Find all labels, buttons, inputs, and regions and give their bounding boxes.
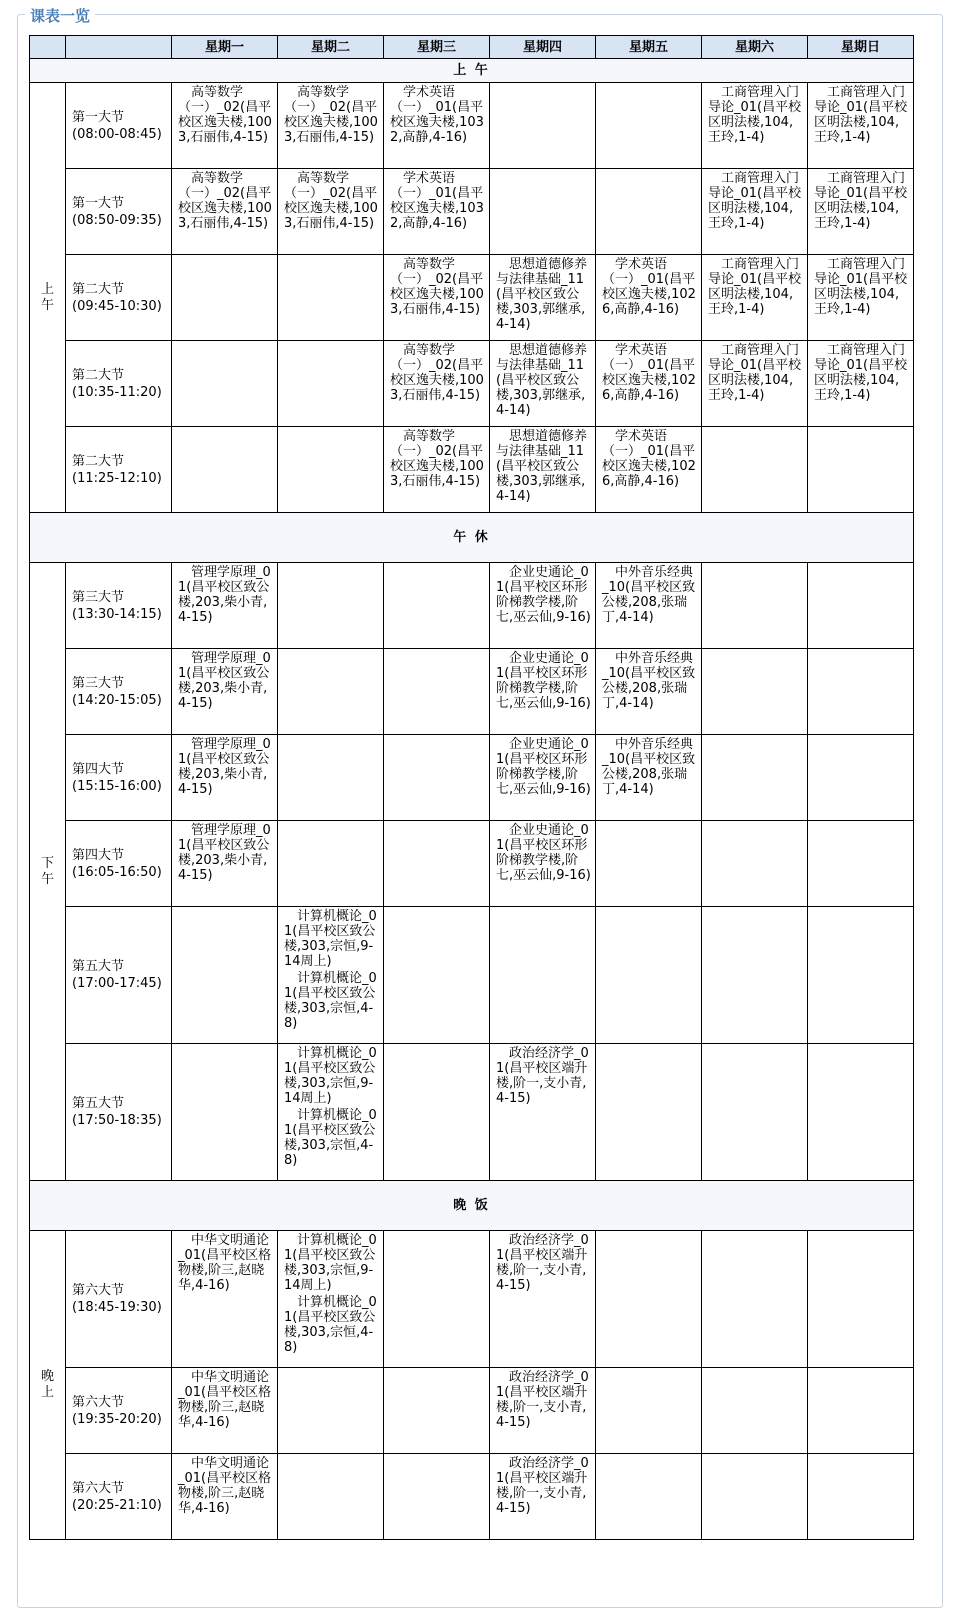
schedule-cell (808, 1044, 914, 1181)
schedule-cell (702, 1044, 808, 1181)
period-row (30, 1454, 914, 1540)
period-label (66, 341, 172, 427)
course-entry[interactable]: 学术英语（一）_01(昌平校区逸夫楼,1026,高静,4-16) (602, 429, 696, 489)
schedule-cell (596, 1454, 702, 1540)
period-name: 第二大节 (72, 281, 125, 297)
course-entry[interactable]: 政治经济学_01(昌平校区端升楼,阶一,支小青,4-15) (496, 1046, 589, 1106)
course-entry[interactable]: 计算机概论_01(昌平校区致公楼,303,宗恒,4-8) (284, 1108, 377, 1168)
course-entry[interactable]: 中外音乐经典_10(昌平校区致公楼,208,张瑞丁,4-14) (602, 565, 696, 625)
course-entry[interactable]: 学术英语（一）_01(昌平校区逸夫楼,1026,高静,4-16) (602, 257, 696, 317)
period-time: (16:05-16:50) (72, 864, 162, 880)
period-row (30, 83, 914, 169)
course-entry[interactable]: 工商管理入门导论_01(昌平校区明法楼,104,王玲,1-4) (814, 257, 908, 317)
schedule-cell (490, 821, 596, 907)
schedule-cell (172, 427, 278, 513)
course-entry[interactable]: 高等数学（一）_02(昌平校区逸夫楼,1003,石丽伟,4-15) (178, 85, 272, 145)
day-header: 星期四 (490, 36, 596, 59)
course-entry[interactable]: 思想道德修养与法律基础_11(昌平校区致公楼,303,郭继承,4-14) (496, 343, 588, 418)
day-header: 星期二 (278, 36, 384, 59)
schedule-cell (702, 255, 808, 341)
schedule-cell (490, 341, 596, 427)
schedule-cell (172, 907, 278, 1044)
schedule-cell (808, 169, 914, 255)
period-name: 第二大节 (72, 367, 125, 383)
period-name: 第四大节 (72, 761, 125, 777)
schedule-cell (384, 821, 490, 907)
period-label (66, 735, 172, 821)
course-entry[interactable]: 企业史通论_01(昌平校区环形阶梯教学楼,阶七,巫云仙,9-16) (496, 737, 591, 797)
schedule-cell (596, 169, 702, 255)
period-time: (20:25-21:10) (72, 1497, 162, 1513)
break-label: 午 休 (30, 513, 914, 563)
schedule-cell (702, 821, 808, 907)
course-entry[interactable]: 计算机概论_01(昌平校区致公楼,303,宗恒,9-14周上) (284, 1233, 377, 1293)
schedule-cell (278, 649, 384, 735)
day-header: 星期六 (702, 36, 808, 59)
schedule-cell (702, 649, 808, 735)
day-part-text: 下午 (40, 855, 54, 887)
day-header: 星期日 (808, 36, 914, 59)
schedule-cell (596, 341, 702, 427)
period-name: 第六大节 (72, 1480, 125, 1496)
period-time: (08:00-08:45) (72, 126, 162, 142)
course-entry[interactable]: 管理学原理_01(昌平校区致公楼,203,柴小青,4-15) (178, 737, 271, 797)
period-name: 第六大节 (72, 1283, 125, 1298)
period-time: (19:35-20:20) (72, 1411, 162, 1427)
schedule-cell (808, 83, 914, 169)
day-part-label (30, 563, 66, 1181)
header-row (30, 36, 914, 59)
schedule-cell (490, 1231, 596, 1368)
schedule-cell (278, 169, 384, 255)
course-entry[interactable]: 计算机概论_01(昌平校区致公楼,303,宗恒,4-8) (284, 971, 377, 1031)
period-name: 第五大节 (72, 1096, 125, 1111)
period-name: 第三大节 (72, 675, 125, 691)
schedule-cell (808, 255, 914, 341)
period-label (66, 907, 172, 1044)
schedule-cell (384, 1368, 490, 1454)
schedule-cell (278, 341, 384, 427)
period-time: (11:25-12:10) (72, 470, 162, 486)
schedule-cell (384, 255, 490, 341)
schedule-cell (702, 1368, 808, 1454)
period-row (30, 907, 914, 1044)
schedule-cell (172, 821, 278, 907)
schedule-cell (702, 427, 808, 513)
course-entry[interactable]: 管理学原理_01(昌平校区致公楼,203,柴小青,4-15) (178, 651, 271, 711)
period-row (30, 563, 914, 649)
schedule-cell (808, 907, 914, 1044)
course-entry[interactable]: 工商管理入门导论_01(昌平校区明法楼,104,王玲,1-4) (814, 171, 908, 231)
course-entry[interactable]: 工商管理入门导论_01(昌平校区明法楼,104,王玲,1-4) (708, 171, 802, 231)
break-row (30, 59, 914, 83)
schedule-cell (384, 735, 490, 821)
period-label (66, 1044, 172, 1181)
schedule-cell (490, 735, 596, 821)
schedule-cell (596, 1368, 702, 1454)
schedule-cell (702, 735, 808, 821)
course-entry[interactable]: 工商管理入门导论_01(昌平校区明法楼,104,王玲,1-4) (708, 85, 802, 145)
period-time: (09:45-10:30) (72, 298, 162, 314)
period-row (30, 427, 914, 513)
period-label (66, 1454, 172, 1540)
schedule-cell (702, 907, 808, 1044)
period-label (66, 169, 172, 255)
schedule-cell (278, 427, 384, 513)
schedule-cell (172, 563, 278, 649)
period-time: (08:50-09:35) (72, 212, 162, 228)
schedule-cell (278, 1044, 384, 1181)
period-label (66, 649, 172, 735)
period-time: (13:30-14:15) (72, 606, 162, 622)
course-entry[interactable]: 中华文明通论_01(昌平校区格物楼,阶三,赵晓华,4-16) (178, 1233, 272, 1293)
schedule-cell (278, 1231, 384, 1368)
schedule-cell (596, 255, 702, 341)
course-entry[interactable]: 中华文明通论_01(昌平校区格物楼,阶三,赵晓华,4-16) (178, 1456, 272, 1516)
period-row (30, 821, 914, 907)
course-entry[interactable]: 中外音乐经典_10(昌平校区致公楼,208,张瑞丁,4-14) (602, 737, 696, 797)
schedule-cell (702, 1231, 808, 1368)
period-time: (17:00-17:45) (72, 976, 162, 991)
period-time: (17:50-18:35) (72, 1113, 162, 1128)
schedule-cell (384, 83, 490, 169)
break-label: 晚 饭 (30, 1181, 914, 1231)
schedule-cell (490, 1454, 596, 1540)
break-row (30, 1181, 914, 1231)
schedule-cell (596, 427, 702, 513)
break-label: 上 午 (30, 59, 914, 83)
period-label (66, 83, 172, 169)
schedule-cell (702, 1454, 808, 1540)
course-entry[interactable]: 高等数学（一）_02(昌平校区逸夫楼,1003,石丽伟,4-15) (284, 85, 378, 145)
schedule-cell (384, 341, 490, 427)
period-row (30, 1044, 914, 1181)
schedule-cell (808, 341, 914, 427)
schedule-cell (278, 83, 384, 169)
schedule-cell (702, 341, 808, 427)
course-entry[interactable]: 企业史通论_01(昌平校区环形阶梯教学楼,阶七,巫云仙,9-16) (496, 823, 591, 883)
schedule-cell (596, 907, 702, 1044)
schedule-cell (172, 341, 278, 427)
schedule-cell (596, 1231, 702, 1368)
schedule-cell (808, 649, 914, 735)
day-part-text: 上午 (40, 281, 54, 313)
course-entry[interactable]: 学术英语（一）_01(昌平校区逸夫楼,1032,高静,4-16) (390, 171, 484, 231)
schedule-cell (490, 427, 596, 513)
period-name: 第六大节 (72, 1394, 125, 1410)
period-row (30, 1231, 914, 1368)
schedule-cell (490, 649, 596, 735)
period-name: 第二大节 (72, 453, 125, 469)
course-entry[interactable]: 工商管理入门导论_01(昌平校区明法楼,104,王玲,1-4) (814, 85, 908, 145)
period-name: 第一大节 (72, 195, 125, 211)
course-entry[interactable]: 企业史通论_01(昌平校区环形阶梯教学楼,阶七,巫云仙,9-16) (496, 565, 591, 625)
day-header: 星期一 (172, 36, 278, 59)
period-name: 第三大节 (72, 589, 125, 605)
schedule-cell (384, 907, 490, 1044)
period-row (30, 1368, 914, 1454)
schedule-cell (490, 255, 596, 341)
course-entry[interactable]: 工商管理入门导论_01(昌平校区明法楼,104,王玲,1-4) (708, 257, 802, 317)
schedule-cell (596, 735, 702, 821)
schedule-cell (172, 1454, 278, 1540)
period-time: (10:35-11:20) (72, 384, 162, 400)
schedule-cell (384, 1044, 490, 1181)
period-label (66, 1231, 172, 1368)
day-part-text: 晚上 (40, 1369, 54, 1400)
schedule-cell (384, 1231, 490, 1368)
panel-title: 课表一览 (25, 6, 95, 26)
course-entry[interactable]: 思想道德修养与法律基础_11(昌平校区致公楼,303,郭继承,4-14) (496, 257, 588, 332)
schedule-cell (808, 1454, 914, 1540)
period-label (66, 563, 172, 649)
period-row (30, 735, 914, 821)
schedule-cell (278, 821, 384, 907)
schedule-cell (278, 1368, 384, 1454)
schedule-cell (172, 255, 278, 341)
period-row (30, 169, 914, 255)
schedule-cell (702, 563, 808, 649)
schedule-cell (172, 649, 278, 735)
schedule-cell (808, 563, 914, 649)
schedule-cell (172, 1231, 278, 1368)
course-entry[interactable]: 管理学原理_01(昌平校区致公楼,203,柴小青,4-15) (178, 823, 271, 883)
period-name: 第四大节 (72, 847, 125, 863)
schedule-cell (278, 735, 384, 821)
period-time: (15:15-16:00) (72, 778, 162, 794)
schedule-cell (596, 1044, 702, 1181)
header-corner-slot (66, 36, 172, 59)
course-entry[interactable]: 工商管理入门导论_01(昌平校区明法楼,104,王玲,1-4) (708, 343, 802, 403)
course-entry[interactable]: 高等数学（一）_02(昌平校区逸夫楼,1003,石丽伟,4-15) (178, 171, 272, 231)
schedule-cell (596, 649, 702, 735)
period-name: 第一大节 (72, 109, 125, 125)
schedule-cell (702, 169, 808, 255)
schedule-cell (596, 563, 702, 649)
schedule-cell (490, 169, 596, 255)
schedule-cell (808, 821, 914, 907)
course-entry[interactable]: 政治经济学_01(昌平校区端升楼,阶一,支小青,4-15) (496, 1233, 589, 1293)
course-entry[interactable]: 政治经济学_01(昌平校区端升楼,阶一,支小青,4-15) (496, 1370, 589, 1430)
course-entry[interactable]: 高等数学（一）_02(昌平校区逸夫楼,1003,石丽伟,4-15) (390, 429, 484, 489)
schedule-cell (172, 169, 278, 255)
schedule-cell (490, 1044, 596, 1181)
course-entry[interactable]: 中外音乐经典_10(昌平校区致公楼,208,张瑞丁,4-14) (602, 651, 696, 711)
schedule-cell (596, 821, 702, 907)
timetable (29, 35, 914, 1540)
schedule-cell (384, 649, 490, 735)
schedule-cell (384, 563, 490, 649)
period-time: (18:45-19:30) (72, 1300, 162, 1315)
course-entry[interactable]: 工商管理入门导论_01(昌平校区明法楼,104,王玲,1-4) (814, 343, 908, 403)
period-name: 第五大节 (72, 959, 125, 974)
schedule-cell (808, 427, 914, 513)
schedule-cell (702, 83, 808, 169)
schedule-cell (490, 907, 596, 1044)
schedule-cell (490, 1368, 596, 1454)
schedule-cell (384, 169, 490, 255)
schedule-cell (596, 83, 702, 169)
day-header: 星期五 (596, 36, 702, 59)
period-label (66, 255, 172, 341)
period-row (30, 341, 914, 427)
course-entry[interactable]: 管理学原理_01(昌平校区致公楼,203,柴小青,4-15) (178, 565, 271, 625)
period-time: (14:20-15:05) (72, 692, 162, 708)
schedule-cell (172, 83, 278, 169)
period-row (30, 255, 914, 341)
course-entry[interactable]: 高等数学（一）_02(昌平校区逸夫楼,1003,石丽伟,4-15) (390, 257, 484, 317)
period-label (66, 427, 172, 513)
course-entry[interactable]: 高等数学（一）_02(昌平校区逸夫楼,1003,石丽伟,4-15) (390, 343, 484, 403)
schedule-cell (490, 83, 596, 169)
course-entry[interactable]: 中华文明通论_01(昌平校区格物楼,阶三,赵晓华,4-16) (178, 1370, 272, 1430)
period-label (66, 821, 172, 907)
course-entry[interactable]: 计算机概论_01(昌平校区致公楼,303,宗恒,9-14周上) (284, 909, 377, 969)
schedule-cell (172, 735, 278, 821)
schedule-cell (172, 1368, 278, 1454)
course-entry[interactable]: 思想道德修养与法律基础_11(昌平校区致公楼,303,郭继承,4-14) (496, 429, 588, 504)
schedule-cell (808, 1368, 914, 1454)
schedule-cell (278, 255, 384, 341)
header-corner (30, 36, 66, 59)
schedule-cell (384, 1454, 490, 1540)
course-entry[interactable]: 学术英语（一）_01(昌平校区逸夫楼,1026,高静,4-16) (602, 343, 696, 403)
course-entry[interactable]: 学术英语（一）_01(昌平校区逸夫楼,1032,高静,4-16) (390, 85, 484, 145)
course-entry[interactable]: 计算机概论_01(昌平校区致公楼,303,宗恒,9-14周上) (284, 1046, 377, 1106)
day-part-label (30, 83, 66, 513)
schedule-cell (490, 563, 596, 649)
schedule-cell (172, 1044, 278, 1181)
schedule-cell (384, 427, 490, 513)
period-label (66, 1368, 172, 1454)
schedule-cell (808, 735, 914, 821)
day-part-label (30, 1231, 66, 1540)
schedule-cell (808, 1231, 914, 1368)
course-entry[interactable]: 计算机概论_01(昌平校区致公楼,303,宗恒,4-8) (284, 1295, 377, 1355)
day-header: 星期三 (384, 36, 490, 59)
course-entry[interactable]: 政治经济学_01(昌平校区端升楼,阶一,支小青,4-15) (496, 1456, 589, 1516)
period-row (30, 649, 914, 735)
schedule-cell (278, 907, 384, 1044)
schedule-cell (278, 563, 384, 649)
schedule-cell (278, 1454, 384, 1540)
break-row (30, 513, 914, 563)
course-entry[interactable]: 企业史通论_01(昌平校区环形阶梯教学楼,阶七,巫云仙,9-16) (496, 651, 591, 711)
course-entry[interactable]: 高等数学（一）_02(昌平校区逸夫楼,1003,石丽伟,4-15) (284, 171, 378, 231)
